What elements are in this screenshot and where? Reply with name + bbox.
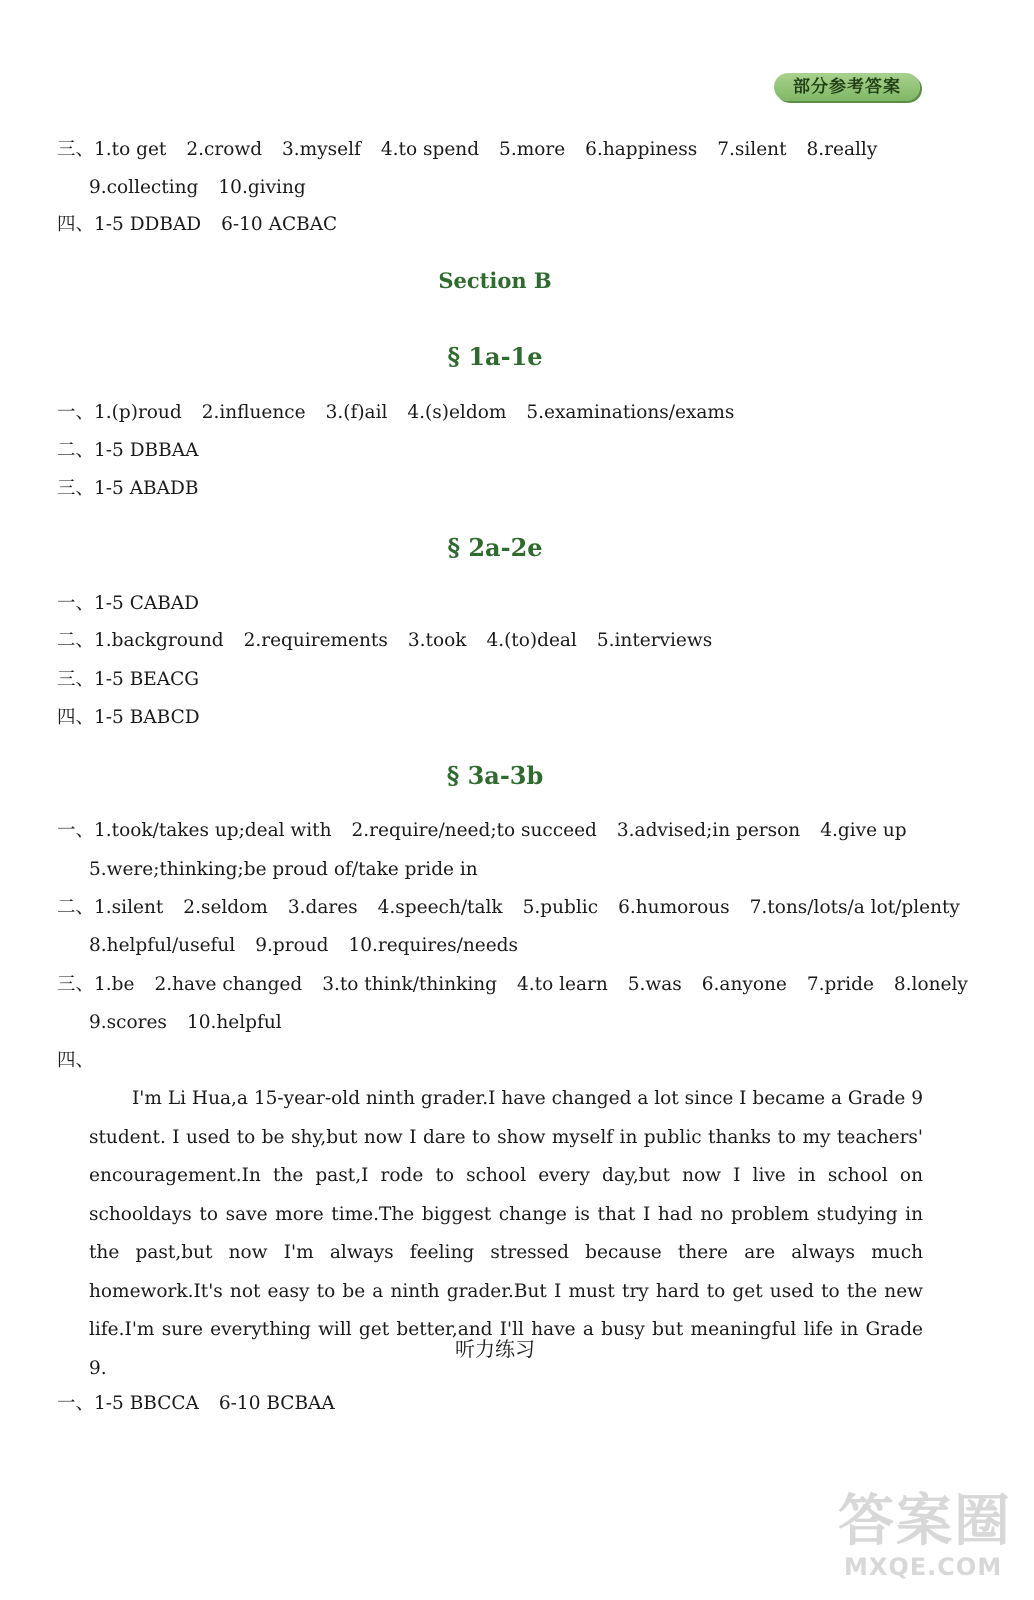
question-number: 一、 xyxy=(57,1393,95,1414)
watermark xyxy=(838,1489,1028,1592)
answer-item: 8.helpful/useful xyxy=(89,935,236,956)
answer-item: 1.(p)roud xyxy=(94,402,182,423)
question-number: 一、 xyxy=(57,593,95,614)
answer-row xyxy=(57,213,357,237)
answer-row xyxy=(57,401,754,425)
answer-row xyxy=(57,477,198,501)
question-number: 四、 xyxy=(57,707,95,728)
answer-item: 1-5 DBBAA xyxy=(94,440,199,461)
answer-item: 4.speech/talk xyxy=(377,897,503,918)
page-header-badge: 部分参考答案 xyxy=(774,73,920,101)
answer-item: 10.helpful xyxy=(186,1012,282,1033)
question-number: 一、 xyxy=(57,820,95,841)
answer-row xyxy=(89,934,538,958)
answer-item: 1-5 BABCD xyxy=(94,707,200,728)
answer-row xyxy=(57,819,927,843)
answer-item: 1-5 BEACG xyxy=(94,669,200,690)
subsection-heading: § 3a-3b xyxy=(446,761,544,790)
question-number: 一、 xyxy=(57,402,95,423)
question-number: 三、 xyxy=(57,974,95,995)
answer-item: 4.to spend xyxy=(380,139,480,160)
answer-item: 2.seldom xyxy=(183,897,268,918)
answer-row xyxy=(57,592,199,616)
answer-item: 3.myself xyxy=(282,139,361,160)
answer-item: 1.background xyxy=(94,630,224,651)
answer-item: 7.pride xyxy=(806,974,874,995)
question-number: 三、 xyxy=(57,139,95,160)
answer-item: 6-10 ACBAC xyxy=(221,214,338,235)
answer-item: 5.were;thinking;be proud of/take pride in xyxy=(89,859,478,880)
question-number: 四、 xyxy=(57,1050,95,1071)
answer-row xyxy=(57,668,199,692)
answer-row xyxy=(57,1392,355,1416)
answer-row xyxy=(57,896,980,920)
answer-row xyxy=(57,1049,94,1073)
watermark-logo-text: 答案圈 xyxy=(838,1489,1012,1554)
answer-item: 3.dares xyxy=(287,897,358,918)
answer-row xyxy=(57,138,897,162)
answer-item: 5.was xyxy=(627,974,682,995)
question-number: 三、 xyxy=(57,669,95,690)
answer-item: 1-5 CABAD xyxy=(94,593,199,614)
subsection-heading: § 2a-2e xyxy=(447,533,543,562)
watermark-url: MXQE.COM xyxy=(844,1553,1003,1581)
answer-item: 3.advised;in person xyxy=(616,820,801,841)
answer-row xyxy=(89,858,498,882)
answer-row xyxy=(57,629,732,653)
answer-item: 9.collecting xyxy=(89,177,199,198)
answer-item: 1.be xyxy=(94,974,135,995)
answer-row xyxy=(89,176,326,200)
question-number: 二、 xyxy=(57,897,95,918)
answer-item: 2.crowd xyxy=(186,139,263,160)
answer-item: 2.have changed xyxy=(154,974,303,995)
answer-item: 1-5 ABADB xyxy=(94,478,199,499)
question-number: 四、 xyxy=(57,214,95,235)
answer-item: 4.give up xyxy=(820,820,907,841)
model-essay: I'm Li Hua,a 15-year-old ninth grader.I have changed a lot since I became a Grade 9 student. I used to be shy,but now I dare to show myself in public thanks to my teachers' encouragement.In the past,I rode to school every day,but now I live in school on schooldays to save more time.The biggest change is that I had no problem studying in the past,but now I'm always feeling stressed because there are always much homework.It's not easy to be a ninth grader.But I must try hard to get used to the new life.I'm sure everything will get better,and I'll have a busy but meaningful life in Grade 9. xyxy=(89,1088,923,1379)
answer-item: 4.to learn xyxy=(517,974,608,995)
answer-item: 10.requires/needs xyxy=(348,935,519,956)
answer-item: 8.really xyxy=(806,139,878,160)
answer-item: 1.took/takes up;deal with xyxy=(94,820,332,841)
section-heading: Section B xyxy=(438,268,552,293)
answer-row xyxy=(89,1011,302,1035)
answer-item: 5.examinations/exams xyxy=(526,402,735,423)
subsection-heading: § 1a-1e xyxy=(447,342,543,371)
answer-item: 7.tons/lots/a lot/plenty xyxy=(749,897,960,918)
answer-item: 1-5 DDBAD xyxy=(94,214,202,235)
answer-item: 3.to think/thinking xyxy=(322,974,497,995)
answer-item: 9.proud xyxy=(255,935,329,956)
answer-item: 1-5 BBCCA xyxy=(94,1393,199,1414)
answer-item: 6.anyone xyxy=(701,974,787,995)
answer-item: 4.(s)eldom xyxy=(407,402,507,423)
answer-item: 7.silent xyxy=(717,139,787,160)
question-number: 二、 xyxy=(57,630,95,651)
answer-row xyxy=(57,706,200,730)
question-number: 二、 xyxy=(57,440,95,461)
answer-item: 2.require/need;to succeed xyxy=(351,820,597,841)
answer-item: 1.silent xyxy=(94,897,164,918)
answer-row xyxy=(57,439,198,463)
answer-item: 6-10 BCBAA xyxy=(218,1393,335,1414)
answer-item: 2.requirements xyxy=(243,630,388,651)
answer-item: 10.giving xyxy=(218,177,306,198)
question-number: 三、 xyxy=(57,478,95,499)
answer-item: 4.(to)deal xyxy=(486,630,577,651)
answer-item: 2.influence xyxy=(201,402,306,423)
answer-item: 5.public xyxy=(522,897,599,918)
answer-item: 1.to get xyxy=(94,139,167,160)
answer-item: 3.(f)ail xyxy=(325,402,388,423)
answer-item: 6.happiness xyxy=(585,139,698,160)
answer-item: 9.scores xyxy=(89,1012,167,1033)
answer-item: 6.humorous xyxy=(618,897,730,918)
answer-row xyxy=(57,973,988,997)
answer-item: 5.interviews xyxy=(596,630,713,651)
answer-item: 3.took xyxy=(407,630,467,651)
answer-item: 8.lonely xyxy=(893,974,968,995)
listening-heading: 听力练习 xyxy=(455,1337,535,1361)
answer-item: 5.more xyxy=(499,139,566,160)
